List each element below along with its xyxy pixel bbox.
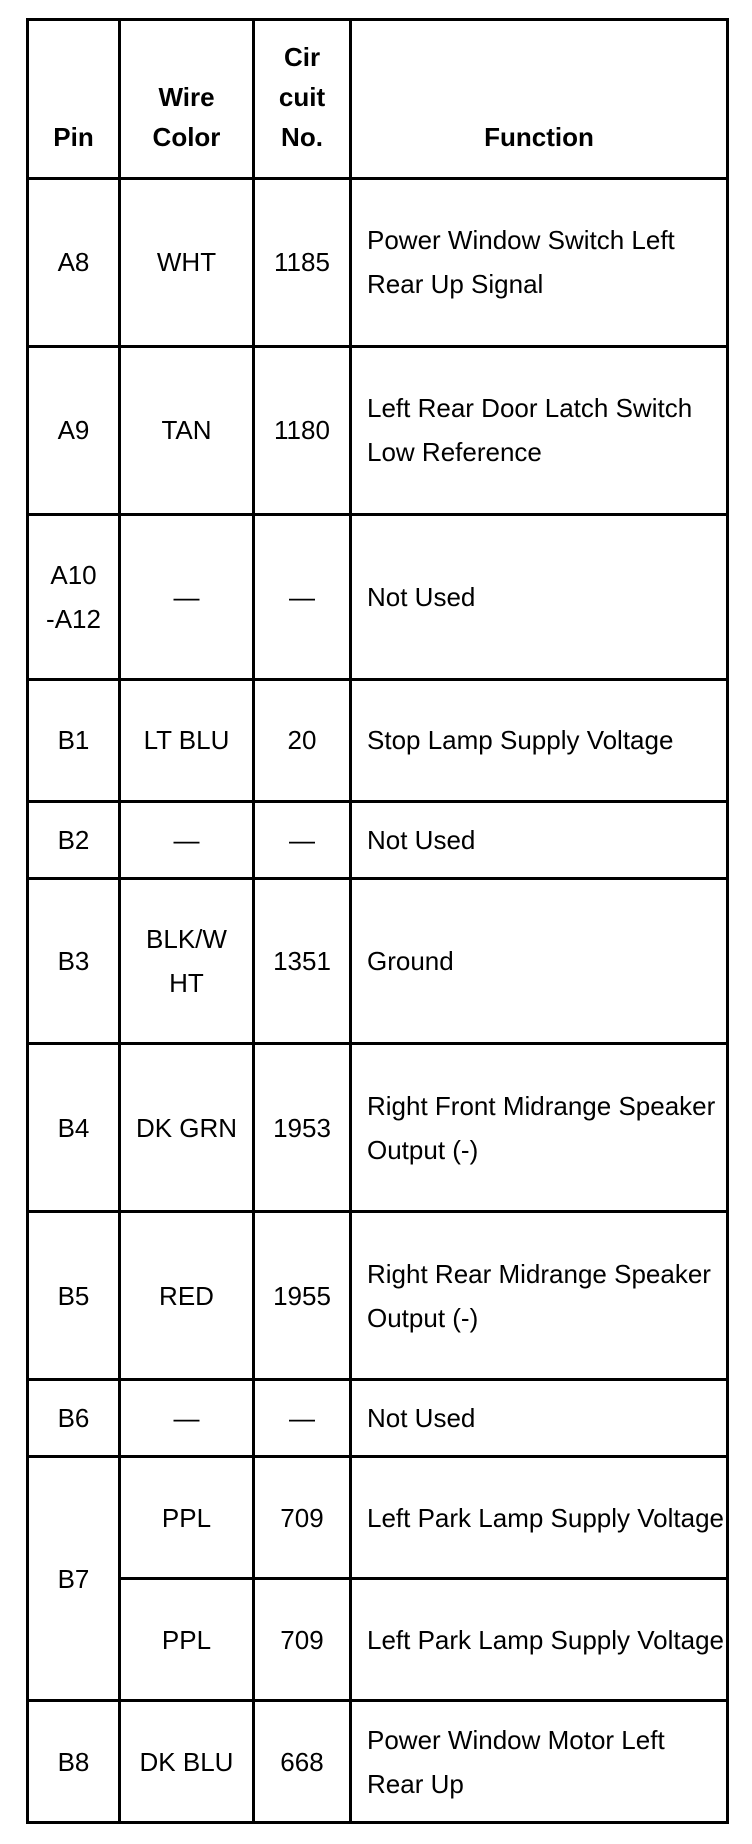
circuit-cell: 1185	[254, 179, 351, 347]
table-row	[28, 879, 728, 1044]
table-row	[28, 679, 728, 801]
function-cell: Not Used	[351, 514, 728, 679]
circuit-cell: 1953	[254, 1044, 351, 1212]
circuit-cell: —	[254, 514, 351, 679]
circuit-cell: 709	[254, 1579, 351, 1701]
table-row	[28, 1379, 728, 1456]
wire-color-cell: BLK/W HT	[120, 879, 254, 1044]
wire-color-cell: WHT	[120, 179, 254, 347]
header-circuit-no: Cir cuit No.	[254, 20, 351, 179]
table-row	[28, 179, 728, 347]
table-row	[28, 1457, 728, 1579]
table-row	[28, 514, 728, 679]
wire-color-cell: —	[120, 801, 254, 878]
header-row	[28, 20, 728, 179]
circuit-cell: —	[254, 1379, 351, 1456]
circuit-cell: 668	[254, 1701, 351, 1823]
table-row	[28, 801, 728, 878]
pin-cell: B2	[28, 801, 120, 878]
wire-color-cell: LT BLU	[120, 679, 254, 801]
function-cell: Left Rear Door Latch Switch Low Reference	[351, 346, 728, 514]
connector-pinout-table	[26, 18, 729, 1824]
table-row	[28, 1579, 728, 1701]
pin-cell: B6	[28, 1379, 120, 1456]
function-cell: Power Window Switch Left Rear Up Signal	[351, 179, 728, 347]
table-row	[28, 1212, 728, 1380]
pin-cell: B3	[28, 879, 120, 1044]
circuit-cell: 20	[254, 679, 351, 801]
pin-cell: A10 -A12	[28, 514, 120, 679]
wire-color-cell: —	[120, 1379, 254, 1456]
pin-cell: A8	[28, 179, 120, 347]
circuit-cell: 1180	[254, 346, 351, 514]
function-cell: Right Front Midrange Speaker Output (-)	[351, 1044, 728, 1212]
header-pin: Pin	[28, 20, 120, 179]
function-cell: Left Park Lamp Supply Voltage	[351, 1457, 728, 1579]
wire-color-cell: DK BLU	[120, 1701, 254, 1823]
circuit-cell: —	[254, 801, 351, 878]
circuit-cell: 1955	[254, 1212, 351, 1380]
header-wire-color: Wire Color	[120, 20, 254, 179]
pin-cell: B8	[28, 1701, 120, 1823]
table-row	[28, 1044, 728, 1212]
function-cell: Power Window Motor Left Rear Up	[351, 1701, 728, 1823]
header-function: Function	[351, 20, 728, 179]
wire-color-cell: DK GRN	[120, 1044, 254, 1212]
pin-cell: A9	[28, 346, 120, 514]
wire-color-cell: RED	[120, 1212, 254, 1380]
pin-cell: B7	[28, 1457, 120, 1701]
function-cell: Left Park Lamp Supply Voltage	[351, 1579, 728, 1701]
wire-color-cell: PPL	[120, 1457, 254, 1579]
circuit-cell: 709	[254, 1457, 351, 1579]
function-cell: Right Rear Midrange Speaker Output (-)	[351, 1212, 728, 1380]
wire-color-cell: —	[120, 514, 254, 679]
table-row	[28, 1701, 728, 1823]
pin-cell: B4	[28, 1044, 120, 1212]
pin-cell: B5	[28, 1212, 120, 1380]
function-cell: Not Used	[351, 1379, 728, 1456]
wire-color-cell: TAN	[120, 346, 254, 514]
function-cell: Not Used	[351, 801, 728, 878]
circuit-cell: 1351	[254, 879, 351, 1044]
pin-cell: B1	[28, 679, 120, 801]
wire-color-cell: PPL	[120, 1579, 254, 1701]
function-cell: Stop Lamp Supply Voltage	[351, 679, 728, 801]
table-row	[28, 346, 728, 514]
function-cell: Ground	[351, 879, 728, 1044]
